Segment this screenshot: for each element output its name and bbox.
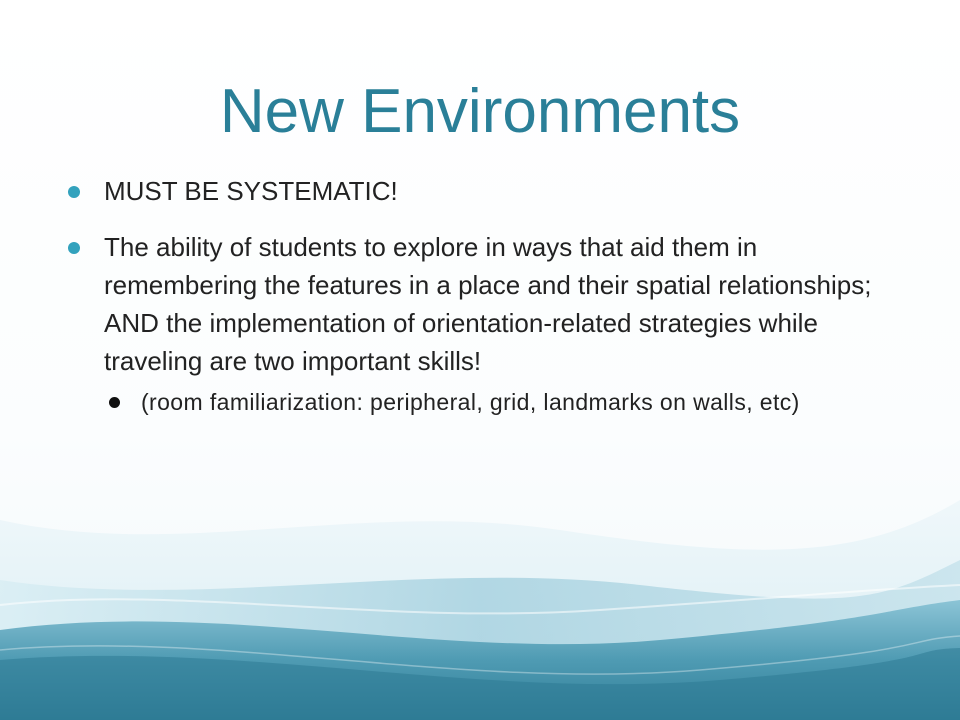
slide-body <box>68 172 898 420</box>
bullet-text: The ability of students to explore in ways that aid them in remembering the features in a place and their spatial relationships; AND the implementation of orientation-related strategies while traveling are two important skills! <box>104 232 872 376</box>
bullet-item <box>68 172 898 210</box>
bullet-text: MUST BE SYSTEMATIC! <box>104 176 398 206</box>
slide-title: New Environments <box>219 77 741 146</box>
bullet-dot-icon <box>68 186 80 198</box>
sub-bullet-text: (room familiarization: peripheral, grid, landmarks on walls, etc) <box>141 389 800 415</box>
bullet-dot-icon <box>68 242 80 254</box>
bullet-item <box>68 228 898 380</box>
sub-bullet-item <box>104 384 898 420</box>
sub-bullet-dot-icon <box>109 397 120 408</box>
